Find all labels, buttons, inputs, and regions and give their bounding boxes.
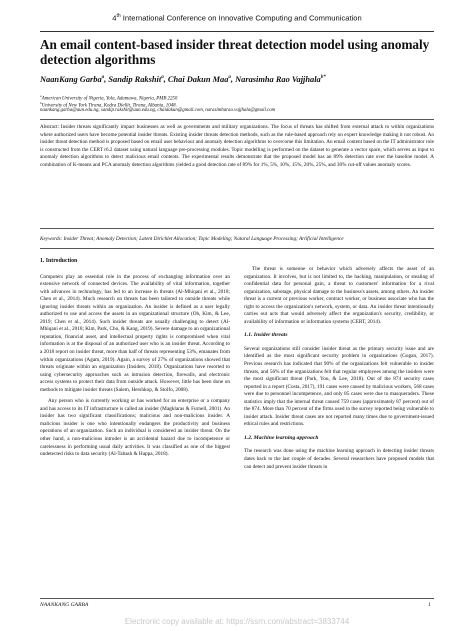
header-rule: [40, 31, 434, 32]
author-list: [40, 75, 440, 84]
conference-ordinal: th: [116, 13, 121, 19]
conference-number: 4: [112, 13, 117, 23]
left-column: [40, 258, 230, 459]
author-mark: a: [161, 75, 164, 81]
author-mark: a: [101, 75, 105, 81]
paragraph: The threat is someone or behavior which adversely affects the asset of an organization. It involves, but is not limited to, the hacking, manipulation, or stealing of confidential data for personal gain, a threat to customers' information for a rival organization, sabotage, physical damage to the business's assets, among others. An insider threat is a current or previous worker, contract worker, or business associate who has the right to access the organization's network, system, or data. An insider threat intentionally carries out acts that would adversely affect the organization's security, credibility, or availability of information or information systems (CERT, 2014).: [244, 266, 434, 325]
right-column: [244, 258, 434, 471]
footer-author: NAANKANG GARBA: [40, 602, 89, 608]
conference-name: International Conference on Innovative Computing and Communication: [120, 13, 362, 23]
author-name: Narasimha Rao Vajjhala: [235, 75, 321, 84]
abstract-bottom-rule: [40, 228, 434, 229]
author-emails: naankang.garba@aun.edu.ng, sandip.rakshit@aun.edu.ng, chaidakun@gmail.com, narasimharao.vajjhala@gmail.com: [40, 108, 276, 113]
affiliation-text: American University of Nigeria, Yola, Adamawa, Nigeria, PMB 2250: [41, 96, 178, 102]
page-number: 1: [428, 602, 431, 608]
author-mark: a: [228, 75, 231, 81]
subsection-heading: 1.1. Insider threats: [244, 332, 288, 339]
author-mark: b*: [320, 75, 326, 81]
paragraph: Several organizations still consider insider threat as the primary security issue and are identified as the most significant security problem in organizations (Gogan, 2017). Previous research has indicated that 90% of the organizations felt vulnerable to insider threats, and 56% of the organizations felt that regular employees among the insiders were the most significant threat (Park, You, & Lee, 2018). Out of the 874 security cases reported in a report (Costa, 2017), 191 cases were caused by malicious workers, 568 cases were due to personnel incompetence, and only 85 cases were due to masqueraders. These statistics imply that the internal threat caused 759 cases (approximately 87 percent) out of the 874. More than 70 percent of the firms used in the survey reported being vulnerable to insider attack. Insider threat cases are not reported many times due to government-issued ethical rules and restrictions.: [244, 345, 434, 428]
abstract: Abstract: Insider threats significantly impact businesses as well as governments and military organizations. The focus of threats has shifted from external attack to within organizations where authorized users have become potential insider threats. Existing insider threats detection methods, such as the rule-based approach rely on expert knowledge making it not robust. An insider threat detection method is proposed based on email user behaviour and anomaly detection algorithms to overcome this limitation. An email content based on the IT administrator role is constructed from the CERT r6.2 dataset using natural language pre-processing modules. Topic modelling is performed on the dataset to generate a vector space, which serves as input to anomaly detection algorithms to detect malicious email contents. The experimental results demonstrate that the proposed model has an 89% detection rate over the baseline model. A combination of K-means and PCA anomaly detection algorithms yielded a good detection rate of 89% for 1%, 5%, 10%, 15%, 20%, 25%, and 30% cut-off values anomaly scores.: [40, 124, 434, 168]
author-name: Chai Dakun Maa: [167, 75, 229, 84]
author-separator: ,: [230, 75, 236, 84]
author-name: NaanKang Garba: [40, 75, 102, 84]
author-separator: ,: [163, 75, 168, 84]
affiliation-mark: a: [40, 94, 42, 98]
ssrn-watermark: Electronic copy available at: https://ssrn.com/abstract=3833744: [124, 617, 350, 626]
keywords-rule: [40, 248, 434, 249]
abstract-top-rule: [40, 119, 434, 120]
section-heading: 1. Introduction: [40, 258, 78, 264]
keywords: Keywords: Insider Threat; Anomaly Detection; Latent Dirichlet Allocation; Topic Modeling; Natural Language Processing; Artificial Intelligence: [40, 236, 344, 242]
paragraph: Computers play an essential role in the process of exchanging information over an extensive network of connected devices. The availability of vital information, together with advances in technology, has led to an increase in threats (Al-Mhiqani et al., 2018; Chen et al., 2014). Much research on threats has been tailored to outside threats while ignoring insider threats within an organization. An insider is defined as a user legally authorized to use and access the assets in an organizational structure (Oh, Kim, & Lee, 2019; Chen et al., 2014). Such insider threats are usually challenging to detect (Al-Mhiqani et al., 2018; Kim, Park, Cho, & Kang, 2019). Severe damage to an organizational reputation, financial asset, and intellectual property rights is compromised when vital information is at the disposal of an authorized user who is an insider threat. According to a 2018 report on insider threat, more than half of threats representing 53%, emanates from within organizations (Agam, 2019). Again, a survey of 27% of organizations showed that threats originate within an organization (Insiders, 2018). Organizations have resorted to using cybersecurity approaches such as intrusion detection, firewalls, and electronic access systems to protect their data from outside attack. However, little has been done on methods to mitigate insider threats (Salem, Hershkop, & Stolfo, 2008).: [40, 273, 230, 393]
affiliation-text: University of New York Tirana, Kodra Diellit, Tirana, Albania, 1048.: [41, 103, 177, 109]
conference-header: [0, 13, 474, 23]
subsection-heading: 1.2. Machine learning approach: [244, 434, 319, 441]
footer-rule: [40, 598, 434, 599]
paragraph: Any person who is currently working or has worked for an enterprise or a company and has access to its IT infrastructure is called an insider (Magklaras & Furnell, 2001). An insider has two significant classifications; malicious and non-malicious insider. A malicious insider is one who intentionally endangers the productivity and business operations of an organization. Such an individual is considered an insider threat. On the other hand, a non-malicious intruder is an accidental hazard due to incompetence or carelessness in performing usual daily activities. It was classified as one of the biggest undetected risks to data security (Al-Tabash & Happa, 2018).: [40, 398, 230, 458]
author-name: Sandip Rakshit: [108, 75, 162, 84]
paragraph: The research was done using the machine learning approach in detecting insider threats dates back to the last couple of decades. Several researchers have proposed models that can detect and prevent insider threats in: [244, 448, 434, 470]
paper-title: An email content-based insider threat detection model using anomaly detection algorithms: [40, 37, 430, 67]
author-separator: ,: [104, 75, 109, 84]
affiliation-mark: b: [40, 101, 42, 105]
